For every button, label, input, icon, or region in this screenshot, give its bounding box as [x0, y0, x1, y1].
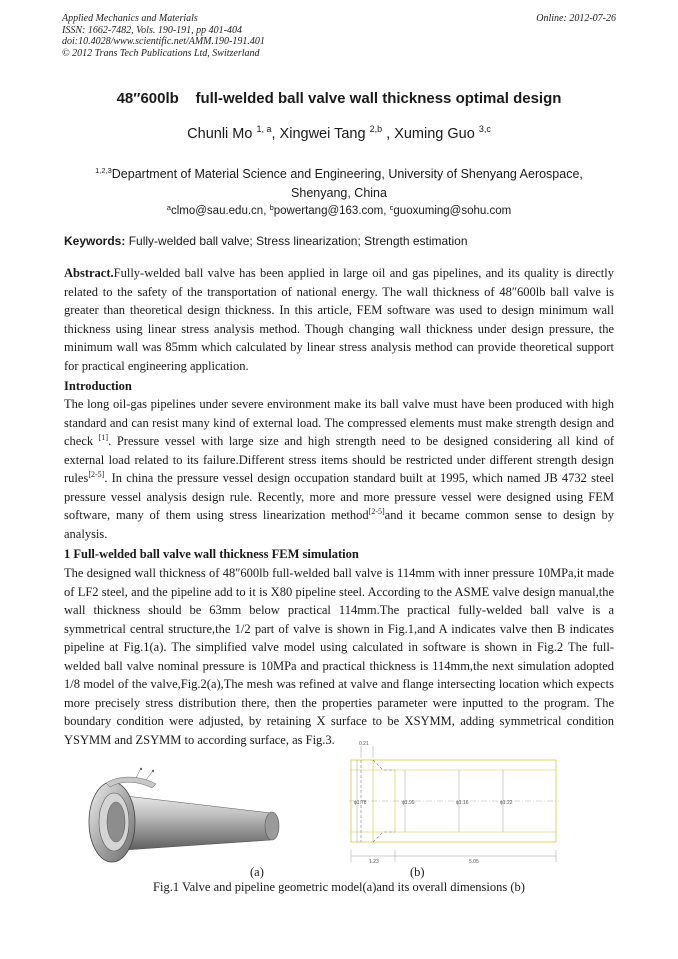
email-mark: c: [389, 203, 394, 212]
figure-caption: Fig.1 Valve and pipeline geometric model(a)and its overall dimensions (b): [153, 880, 525, 894]
author-separator: ,: [382, 126, 395, 142]
citation[interactable]: [2-5]: [368, 507, 385, 516]
author-affil-mark: 1, a: [256, 124, 272, 134]
email-link[interactable]: guoxuming@sohu.com: [393, 205, 512, 217]
intro-text: . Pressure vessel with large size and high strength need to be designed considering all kind of external load related to its failure.Different stress items should be restricted under different strength design rules: [64, 434, 614, 485]
dim-label: ϕ1.16: [456, 800, 469, 806]
email-link[interactable]: clmo@sau.edu.cn: [170, 205, 264, 217]
dim-label: ϕ1.22: [500, 800, 513, 806]
intro-text: The long oil-gas pipelines under severe environment make its ball valve must have been produced with high standard and can resist many kind of external load. The compressed elements must make strength design and check: [64, 397, 614, 448]
dim-label: 5.05: [469, 859, 479, 865]
journal-name: Applied Mechanics and Materials: [62, 13, 198, 24]
email-separator: ,: [383, 205, 390, 217]
figure-label-b: (b): [410, 865, 425, 879]
email-mark: a: [166, 203, 171, 212]
abstract: [64, 264, 614, 375]
dim-label: ϕ1.78: [354, 800, 367, 806]
section1-heading: 1 Full-welded ball valve wall thickness FEM simulation: [64, 547, 359, 561]
email-mark: b: [269, 203, 274, 212]
doi: doi:10.4028/www.scientific.net/AMM.190-191.401: [62, 36, 265, 47]
affiliation: [0, 161, 678, 203]
affil-line-1: Department of Material Science and Engineering, University of Shenyang Aerospace,: [111, 167, 583, 181]
keywords: [64, 234, 624, 248]
issn: ISSN: 1662-7482, Vols. 190-191, pp 401-404: [62, 24, 242, 36]
keywords-text: Fully-welded ball valve; Stress linearization; Strength estimation: [128, 234, 468, 248]
author-affil-mark: 3,c: [478, 124, 491, 134]
dim-label: 1.23: [369, 859, 379, 865]
abstract-label: Abstract.: [64, 266, 114, 280]
abstract-text: Fully-welded ball valve has been applied in large oil and gas pipelines, and its quality is directly related to the safety of the transportation of national energy. The wall thickness of 48″600lb ball valve is greater than theoretical design thickness. In this article, FEM software was used to design minimum wall thickness using linear stress analysis method. Though changing wall thickness under design pressure, the minimum wall was 85mm which calculated by linear stress analysis method can provide theoretical support for practical engineering application.: [64, 266, 614, 373]
author-name: Chunli Mo: [187, 126, 253, 142]
dim-label: 0.21: [359, 741, 369, 747]
authors: [0, 124, 678, 142]
section1-body: [64, 564, 614, 749]
email-separator: ,: [263, 205, 270, 217]
figure-label-a: (a): [250, 865, 264, 879]
dim-label: ϕ1.99: [402, 800, 415, 806]
citation[interactable]: [2-5]: [88, 470, 105, 479]
online-date: Online: 2012-07-26: [536, 13, 616, 24]
introduction-body: [64, 395, 614, 543]
citation[interactable]: [1]: [98, 433, 109, 442]
author-name: Xuming Guo: [394, 126, 475, 142]
keywords-label: Keywords:: [64, 234, 126, 248]
email-link[interactable]: powertang@163.com: [273, 205, 384, 217]
affil-mark: 1,2,3: [95, 166, 112, 175]
copyright: © 2012 Trans Tech Publications Ltd, Switzerland: [62, 47, 260, 59]
affil-line-2: Shenyang, China: [291, 186, 387, 200]
intro-text: and it became common sense to design by analysis.: [64, 508, 615, 541]
introduction-heading: Introduction: [64, 379, 132, 393]
author-affil-mark: 2,b: [369, 124, 383, 134]
figure-1b-dimensions: [343, 738, 563, 866]
intro-text: . In china the pressure vessel design occupation standard built at 1995, which named JB 4732 steel pressure vessel analysis design rule. Recently, more and more pressure vessel were designed using FEM software, many of them using stress linearization method: [64, 471, 614, 522]
section1-text: The designed wall thickness of 48″600lb full-welded ball valve is 114mm with inner pressure 10MPa,it made of LF2 steel, and the pipeline add to it is X80 pipeline steel. According to the ASME valve design manual,the wall thickness should be 63mm below practical 114mm.The practical fully-welded ball valve is a symmetrical central structure,the 1/2 part of valve is shown in Fig.1,and A indicates valve then B indicates pipeline at Fig.1(a). The simplified valve model using calculated in software is shown in Fig.2 The full-welded ball valve nominal pressure is 10MPa and practical thickness is 114mm,the next simulation adopted 1/8 model of the valve,Fig.2(a),The mesh was refined at valve and flange intersecting location which expects more precisely stress distribution there, then the properties parameter were inputted to the program. The boundary condition were adjusted, by retaining X surface to be XSYMM, adding symmetrical condition YSYMM and ZSYMM to according surface, as Fig.3.: [64, 566, 614, 747]
figure-1a-valve-model: [66, 758, 296, 868]
emails: [0, 203, 678, 217]
paper-title: 48″600lb full-welded ball valve wall thickness optimal design: [116, 90, 562, 107]
author-separator: ,: [271, 126, 280, 142]
journal-header: [62, 13, 382, 59]
author-name: Xingwei Tang: [279, 126, 366, 142]
